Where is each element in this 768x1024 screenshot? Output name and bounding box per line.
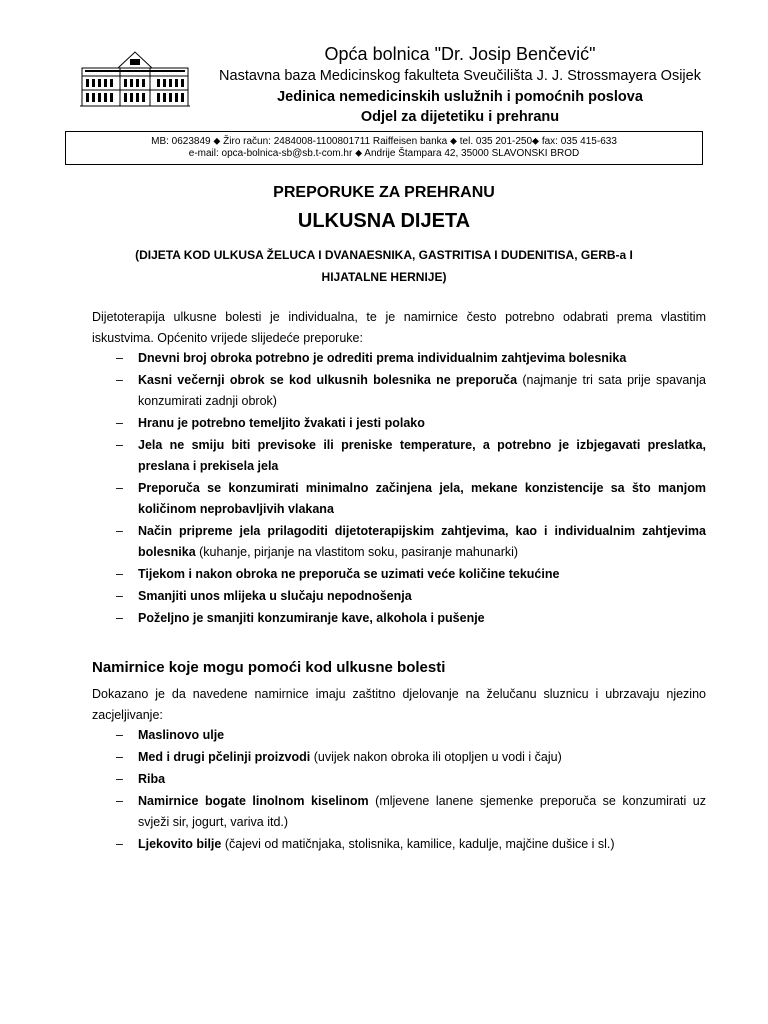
faculty-line: Nastavna baza Medicinskog fakulteta Sveučilišta J. J. Strossmayera Osijek [219, 68, 701, 84]
document-title: PREPORUKE ZA PREHRANU [273, 184, 495, 201]
list-item [92, 608, 706, 629]
list-item [92, 370, 706, 412]
dash-bullet: – [116, 589, 123, 603]
contact-info-box [65, 131, 703, 165]
diet-subtitle: (DIJETA KOD ULKUSA ŽELUCA I DVANAESNIKA, GASTRITISA I DUDENITISA, GERB-a I HIJATALNE HERNIJE) [135, 248, 633, 284]
list-item-bold-text: Smanjiti unos mlijeka u slučaju nepodnošenja [138, 589, 412, 603]
dash-bullet: – [116, 373, 123, 387]
dash-bullet: – [116, 438, 123, 452]
list-item-normal-text: (uvijek nakon obroka ili otopljen u vodi i čaju) [310, 750, 562, 764]
list-item-bold-text: Ljekovito bilje [138, 837, 222, 851]
list-item-bold-text: Namirnice bogate linolnom kiselinom [138, 794, 369, 808]
list-item [92, 564, 706, 585]
list-item-normal-text: (čajevi od matičnjaka, stolisnika, kamilice, kadulje, majčine dušice i sl.) [221, 837, 615, 851]
list-item-bold-text: Poželjno je smanjiti konzumiranje kave, alkohola i pušenje [138, 611, 485, 625]
list-item [92, 791, 706, 833]
list-item-normal-text: (mljevene lanene sjemenke preporuča se konzumirati uz svježi sir, jogurt, variva itd.) [138, 794, 706, 829]
contact-info-line-1: MB: 0623849 ⬥ Žiro račun: 2484008-1100801711 Raiffeisen banka ⬥ tel. 035 201-250⬥ fax: 035 415-633 [151, 136, 617, 147]
list-item [92, 478, 706, 520]
dash-bullet: – [116, 794, 123, 808]
list-item [92, 413, 706, 434]
dash-bullet: – [116, 837, 123, 851]
list-item-bold-text: Med i drugi pčelinji proizvodi [138, 750, 311, 764]
list-item-bold-text: Preporuča se konzumirati minimalno začinjena jela, mekane konzistencije sa što manjom količinom neprobavljivih vlakana [138, 481, 706, 516]
list-item-normal-text: (najmanje tri sata prije spavanja konzumirati zadnji obrok) [138, 373, 706, 408]
contact-info-line-2: e-mail: opca-bolnica-sb@sb.t-com.hr ⬥ Andrije Štampara 42, 35000 SLAVONSKI BROD [188, 148, 580, 159]
list-item-bold-text: Jela ne smiju biti previsoke ili preniske temperature, a potrebno je izbjegavati preslatka, preslana i prekisela jela [138, 438, 706, 473]
recommendations-list [92, 348, 706, 630]
diet-name: ULKUSNA DIJETA [297, 210, 471, 232]
list-item-bold-text: Tijekom i nakon obroka ne preporuča se uzimati veće količine tekućine [138, 567, 560, 581]
dash-bullet: – [116, 750, 123, 764]
dash-bullet: – [116, 611, 123, 625]
helpful-foods-list [92, 725, 706, 856]
list-item-normal-text: (kuhanje, pirjanje na vlastitom soku, pasiranje mahunarki) [195, 545, 519, 559]
section-intro-paragraph: Dokazano je da navedene namirnice imaju zaštitno djelovanje na želučanu sluznicu i ubrzavaju njezino zacjeljivanje: [92, 687, 706, 722]
dash-bullet: – [116, 481, 123, 495]
list-item [92, 769, 706, 790]
list-item-bold-text: Kasni večernji obrok se kod ulkusnih bolesnika ne preporuča [138, 373, 518, 387]
list-item [92, 521, 706, 563]
intro-paragraph: Dijetoterapija ulkusne bolesti je individualna, te je namirnice često potrebno odabrati prema vlastitim iskustvima. Općenito vrijede slijedeće preporuke: [92, 310, 706, 345]
list-item [92, 348, 706, 369]
dash-bullet: – [116, 524, 123, 538]
list-item [92, 747, 706, 768]
list-item [92, 725, 706, 746]
dash-bullet: – [116, 567, 123, 581]
dash-bullet: – [116, 728, 123, 742]
list-item-bold-text: Način pripreme jela prilagoditi dijetoterapijskim zahtjevima, kao i individualnim zahtjevima bolesnika [138, 524, 706, 559]
unit-line: Jedinica nemedicinskih uslužnih i pomoćnih poslova [277, 89, 643, 105]
list-item-bold-text: Maslinovo ulje [138, 728, 225, 742]
list-item [92, 834, 706, 855]
hospital-building-logo [80, 46, 190, 108]
section-heading: Namirnice koje mogu pomoći kod ulkusne bolesti [92, 659, 446, 676]
list-item-bold-text: Hranu je potrebno temeljito žvakati i jesti polako [138, 416, 425, 430]
department-line: Odjel za dijetetiku i prehranu [360, 109, 560, 125]
dash-bullet: – [116, 416, 123, 430]
list-item [92, 435, 706, 477]
dash-bullet: – [116, 351, 123, 365]
list-item-bold-text: Riba [138, 772, 166, 786]
hospital-name: Opća bolnica "Dr. Josip Benčević" [324, 44, 596, 64]
dash-bullet: – [116, 772, 123, 786]
list-item [92, 586, 706, 607]
list-item-bold-text: Dnevni broj obroka potrebno je odrediti prema individualnim zahtjevima bolesnika [138, 351, 627, 365]
